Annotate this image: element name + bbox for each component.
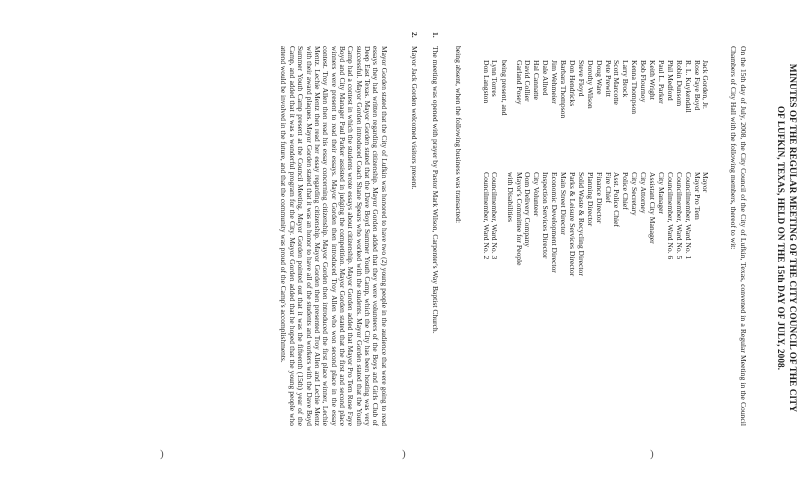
member-name: Paul L. Parker: [656, 60, 666, 104]
member-title: City Manager: [656, 172, 666, 214]
member-name: Larry Brock: [621, 60, 631, 98]
member-title: Councilmember, Ward No. 3: [490, 172, 500, 260]
member-name: Keith Wright: [648, 60, 658, 100]
member-name: David Collier: [523, 60, 533, 102]
page-margin-mark: ): [402, 448, 406, 460]
member-title: Planning Director: [585, 172, 595, 227]
member-name: Dale Allred: [541, 60, 551, 96]
member-title: Fire Chief: [603, 172, 613, 204]
member-title: Economic Development Director: [550, 172, 560, 273]
youth-camp-paragraph: Mayor Gorden stated that the City of Lufkin was honored to have two (2) young people in the audience that were going to read essays they had written regarding citizenship. Mayor Gorden added that they were volunteers of the Boys and Girls Club of Deep East Texas. Mayor Gorden stated that the Dave Boyd Summer Youth Camp, which the City has been hosting was very successful. Mayor Gorden introduced Coach Shane Spears who worked with the students. Mayor Gorden stated that the Youth Camp had a contest in which the students wrote essays about citizenship. Mayor Gorden added that Mayor Pro Tem Rose Faye Boyd and City Manager Paul Parker assisted in judging the competition. Mayor Gorden stated that the first and second place winners were present to read their essays. Mayor Gorden then introduced Troy Allen who won second place in the essay contest. Troy Allen then read his essay concerning citizenship. Mayor Gorden then introduced the first place winner, Lechie Mentz. Lechie Mentz then read her essay regarding citizenship. Mayor Gorden then presented Troy Allen and Lechie Mentz with their award plaques. Mayor Gorden stated that it was an honor to have all of the students and workers with the Dave Boyd Summer Youth Camp present at the Council Meeting. Mayor Gorden pointed out that it was the fifteenth (15th) year of the Camp, and added that it was a wonderful program for the City. Mayor Gorden added that he hoped that the young people who attend would be involved in the future, and that the community was proud of the Camp's accomplishments.: [279, 46, 389, 426]
member-title: City Secretary: [630, 172, 640, 216]
member-name: Don Langston: [481, 60, 491, 104]
member-name: R. L. Kuykendall: [683, 60, 693, 113]
member-title: Asst. Police Chief: [612, 172, 622, 228]
member-name: Rose Faye Boyd: [692, 60, 702, 111]
agenda-item-text: Mayor Jack Gorden welcomed visitors present.: [410, 46, 419, 190]
agenda-item-2: [409, 32, 419, 426]
member-title: Mayor: [701, 172, 711, 193]
page-margin-mark: ): [160, 448, 164, 460]
member-name: Barbara Thompson: [559, 60, 569, 119]
member-name: Robin Dunsom: [674, 60, 684, 107]
business-intro: being absent, when the following business was transacted:: [454, 46, 463, 224]
agenda-item-number: 2.: [410, 32, 419, 38]
member-name: Steve Floyd: [576, 60, 586, 97]
member-title: Parks & Leisure Services Director: [567, 172, 577, 277]
member-title: Main Street Director: [559, 172, 569, 235]
member-title: Police Chief: [621, 172, 631, 210]
member-title: Mayor Pro Tem: [692, 172, 702, 220]
member-name: Don Hendricks: [567, 60, 577, 107]
member-name: Doug Ware: [594, 60, 604, 95]
page-margin-mark: ): [650, 448, 654, 460]
member-name: Kenna Thompson: [630, 60, 640, 115]
agenda-item-number: 1.: [431, 32, 440, 38]
member-title: Finance Director: [594, 172, 604, 224]
member-title: Councilmember, Ward No. 5: [674, 172, 684, 260]
member-title: Oom Delivery Company: [523, 172, 533, 248]
member-title: City Attorney: [639, 172, 649, 214]
member-title: Councilmember, Ward No. 2: [481, 172, 491, 260]
title-spacer: [748, 0, 775, 476]
member-title: Inspection Services Director: [541, 172, 551, 259]
intro-paragraph: On the 15th day of July, 2008, the City Council of the City of Lufkin, Texas, convened in a Regular Meeting in the Council Chambers of City Hall with the following members, thereof to wit:: [728, 46, 748, 426]
member-name: Pete Prewitt: [603, 60, 613, 97]
member-name: Dorothy Wilson: [585, 60, 595, 109]
member-title: Councilmember, Ward No. 1: [683, 172, 693, 260]
member-title: Mayor's Committee for People: [514, 172, 524, 266]
member-name: Garland Posey: [514, 60, 524, 105]
member-name: Hal Cannatte: [532, 60, 542, 100]
member-title: Assistant City Manager: [648, 172, 658, 244]
agenda-item-1: [430, 32, 440, 426]
member-name: Jim Wehmeier: [550, 60, 560, 104]
document-title-line-2: OF LUFKIN, TEXAS, HELD ON THE 15th DAY OF JULY, 2008.: [776, 105, 787, 371]
member-title: Councilmember, Ward No. 6: [665, 172, 675, 260]
member-name: Jack Gorden, Jr.: [701, 60, 711, 109]
being-present-text: being present, and: [500, 60, 509, 116]
member-row: [481, 60, 492, 460]
member-title: City Volunteer: [532, 172, 542, 217]
member-title: with Disabilities: [505, 172, 515, 222]
member-title: Solid Waste & Recycling Director: [576, 172, 586, 276]
document-title-line-1: MINUTES OF THE REGULAR MEETING OF THE CITY COUNCIL OF THE CITY: [788, 63, 798, 413]
member-name: Scott Marcotte: [612, 60, 622, 105]
agenda-item-text: The meeting was opened with prayer by Pastor Mark Wilson, Carpenter's Way Baptist Church.: [431, 46, 440, 334]
member-name: Phil Medford: [665, 60, 675, 101]
member-name: Bob Flournoy: [639, 60, 649, 103]
member-name: Lynn Torres: [490, 60, 500, 97]
